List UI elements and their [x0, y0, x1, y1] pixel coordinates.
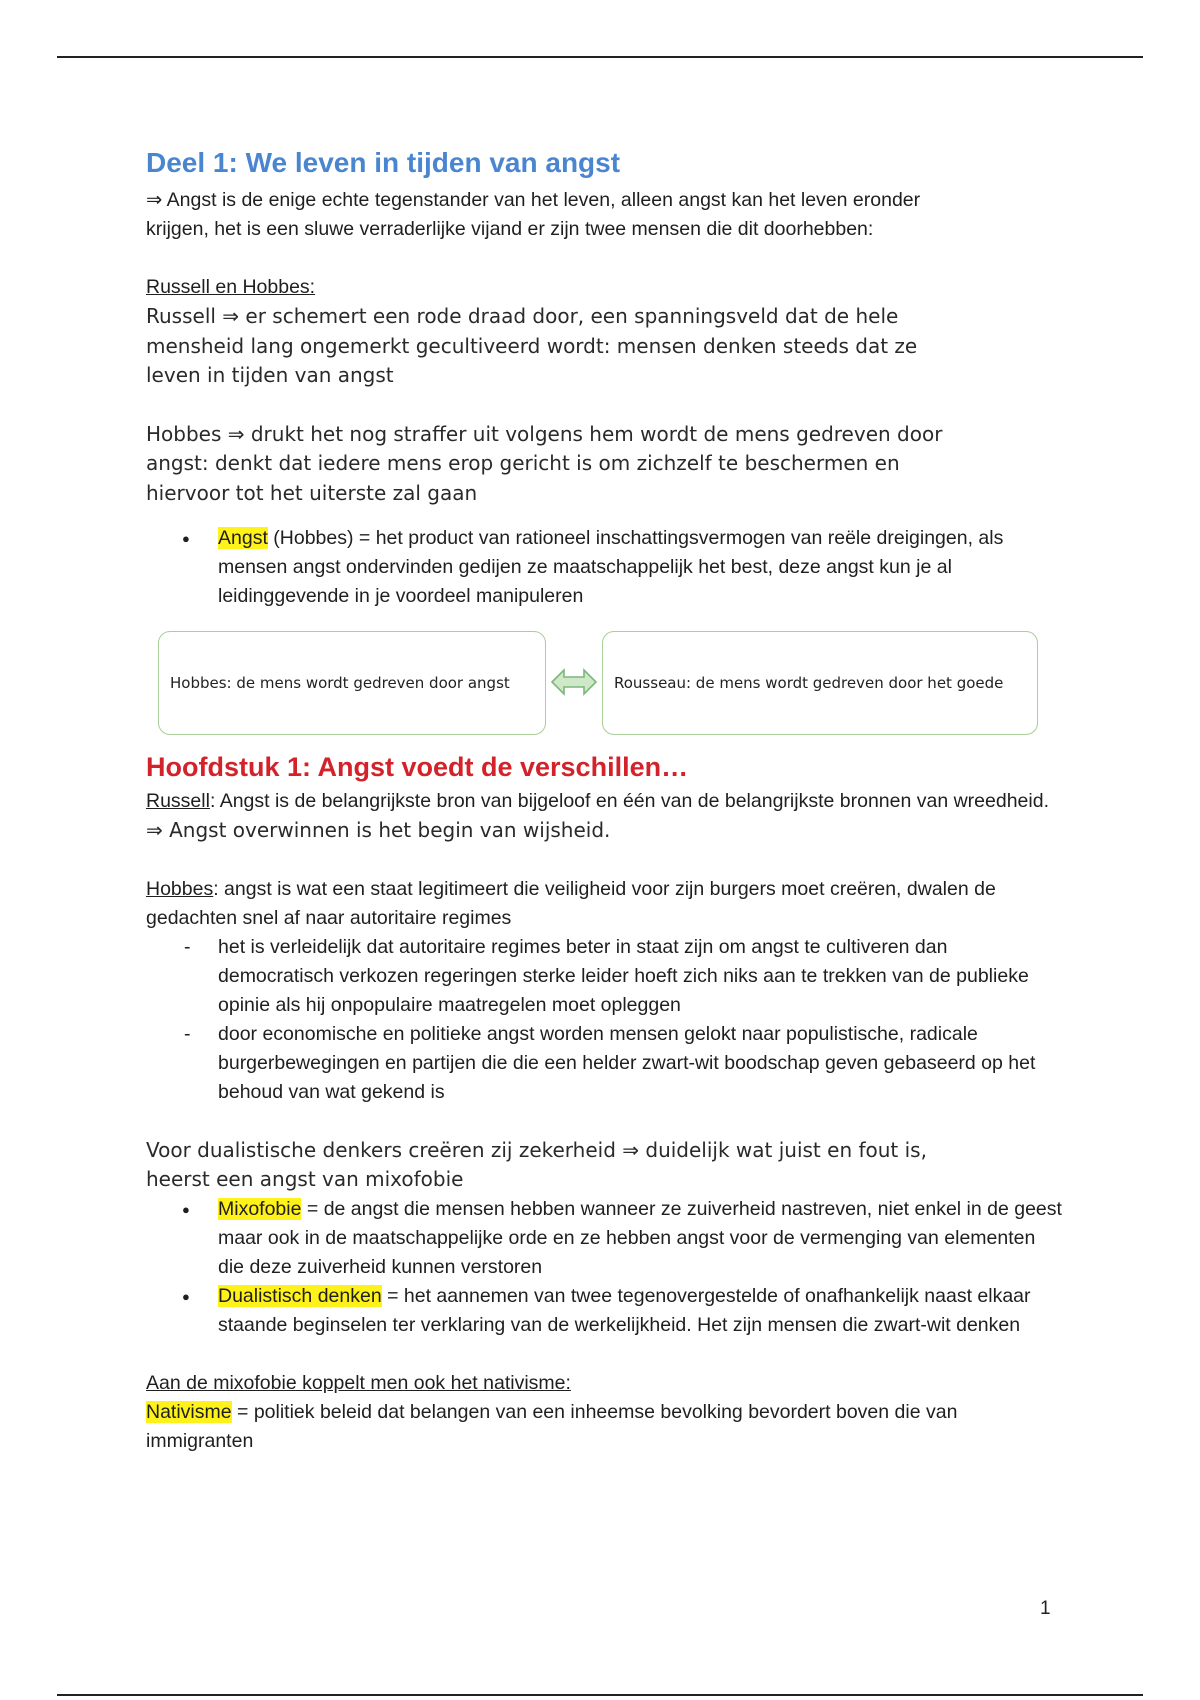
- definition-text: = politiek beleid dat belangen van een inheemse bevolking bevordert boven die van immigranten: [146, 1400, 958, 1452]
- list-item: - het is verleidelijk dat autoritaire regimes beter in staat zijn om angst te cultiveren dan democratisch verkozen regeringen sterke leider hoeft zich niks aan te trekken van de publieke opinie als hij onpopulaire maatregelen moet opleggen: [182, 933, 1066, 1020]
- list-item: [182, 524, 1066, 611]
- dualist-line-1: Voor dualistische denkers creëren zij zekerheid ⇒ duidelijk wat juist en fout is,: [146, 1137, 927, 1162]
- page-number: 1: [1040, 1598, 1051, 1619]
- hobbes-line-2: angst: denkt dat iedere mens erop gericht is om zichzelf te beschermen en: [146, 451, 900, 475]
- subheading-russell-hobbes: Russell en Hobbes:: [146, 276, 316, 298]
- russell-line-3: leven in tijden van angst: [146, 363, 394, 387]
- hobbes-quote: : angst is wat een staat legitimeert die veiligheid voor zijn burgers moet creëren, dwalen de gedachten snel af naar autoritaire regimes: [146, 877, 996, 929]
- russell-name: Russell: [146, 790, 210, 812]
- list-item: [182, 1195, 1066, 1282]
- russell-line-2: mensheid lang ongemerkt gecultiveerd wordt: mensen denken steeds dat ze: [146, 333, 918, 358]
- rousseau-box: Rousseau: de mens wordt gedreven door het goede: [602, 631, 1038, 735]
- hobbes-box: Hobbes: de mens wordt gedreven door angst: [158, 631, 546, 735]
- wisdom-line: ⇒ Angst overwinnen is het begin van wijsheid.: [146, 818, 611, 842]
- dash-list: [146, 933, 1066, 1107]
- angst-bullet-list: [146, 524, 1066, 611]
- definition-bullet-list: [146, 1195, 1066, 1340]
- hobbes-line-3: hiervoor tot het uiterste zal gaan: [146, 480, 478, 505]
- definition-text: = de angst die mensen hebben wanneer ze zuiverheid nastreven, niet enkel in de geest maar ook in de maatschappelijke orde en ze hebben angst voor de vermenging van elementen die deze zuiverheid kunnen verstoren: [218, 1197, 1062, 1278]
- term-highlight: Nativisme: [146, 1400, 232, 1423]
- dualist-line-2: heerst een angst van mixofobie: [146, 1167, 464, 1191]
- double-arrow-icon: [550, 667, 598, 697]
- document-body: [146, 146, 1066, 1456]
- footer-rule: [57, 1694, 1143, 1696]
- term-highlight: Dualistisch denken: [218, 1284, 382, 1307]
- term-highlight: Mixofobie: [218, 1197, 302, 1220]
- term-highlight: Angst: [218, 527, 268, 549]
- list-item: - door economische en politieke angst worden mensen gelokt naar populistische, radicale burgerbewegingen en partijen die die een helder zwart-wit boodschap geven gebaseerd op het behoud van wat gekend is: [182, 1020, 1066, 1107]
- definition-text: = het aannemen van twee tegenovergestelde of onafhankelijk naast elkaar staande beginselen ter verklaring van de werkelijkheid. Het zijn mensen die zwart-wit denken: [218, 1284, 1031, 1336]
- nativism-heading: Aan de mixofobie koppelt men ook het nativisme:: [146, 1371, 571, 1394]
- russell-line-1: Russell ⇒ er schemert een rode draad door, een spanningsveld dat de hele: [146, 304, 899, 328]
- hobbes-line-1: Hobbes ⇒ drukt het nog straffer uit volgens hem wordt de mens gedreven door: [146, 421, 943, 446]
- list-item: [182, 1282, 1066, 1340]
- chapter-title: Hoofdstuk 1: Angst voedt de verschillen…: [146, 752, 689, 782]
- russell-paragraph: [146, 787, 1066, 816]
- header-rule: [57, 56, 1143, 58]
- russell-quote: : Angst is de belangrijkste bron van bijgeloof en één van de belangrijkste bronnen van wreedheid.: [209, 790, 1049, 812]
- hobbes-name: Hobbes: [146, 877, 214, 900]
- intro-line-2: krijgen, het is een sluwe verraderlijke vijand er zijn twee mensen die dit doorhebben:: [146, 218, 874, 240]
- section-title: Deel 1: We leven in tijden van angst: [146, 147, 621, 178]
- nativism-paragraph: [146, 1398, 1066, 1456]
- comparison-diagram: [146, 631, 1066, 743]
- hobbes-paragraph: [146, 875, 1066, 933]
- intro-line-1: ⇒ Angst is de enige echte tegenstander van het leven, alleen angst kan het leven eronder: [146, 189, 921, 211]
- definition-text: (Hobbes) = het product van rationeel inschattingsvermogen van reële dreigingen, als mensen angst ondervinden gedijen ze maatschappelijk het best, deze angst kun je al leidinggevende in je voordeel manipuleren: [218, 527, 1004, 607]
